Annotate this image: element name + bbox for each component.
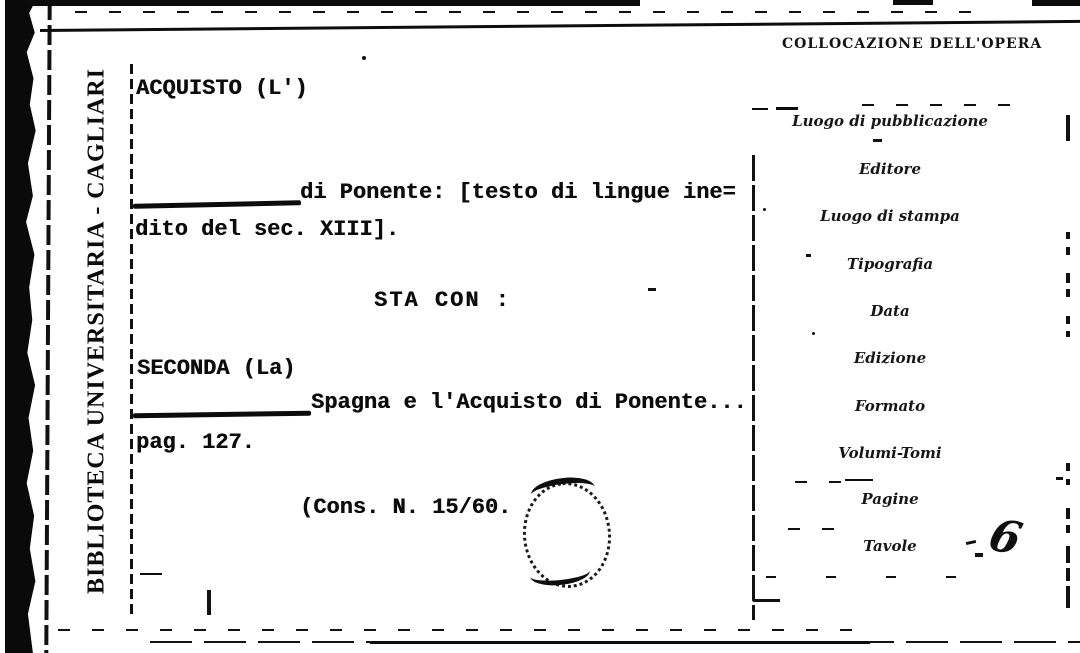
scan-speck bbox=[873, 139, 882, 142]
entry-title-line-2: dito del sec. XIII]. bbox=[135, 217, 400, 242]
right-edge-dash bbox=[1066, 525, 1070, 533]
right-edge-dash bbox=[1066, 115, 1070, 141]
top-border-segment bbox=[893, 0, 933, 5]
scan-speck bbox=[763, 208, 766, 211]
scan-mark bbox=[207, 590, 211, 615]
scan-speck bbox=[806, 254, 811, 257]
field-label-editore: Editore bbox=[859, 160, 921, 178]
field-label-luogo-stampa: Luogo di stampa bbox=[820, 207, 960, 225]
related-title: Spagna e l'Acquisto di Ponente... bbox=[311, 390, 747, 415]
right-edge-dash bbox=[1066, 546, 1070, 563]
bottom-rule-segment bbox=[370, 641, 870, 644]
right-edge-dash bbox=[1066, 232, 1070, 239]
top-border-segment bbox=[1032, 0, 1080, 6]
entry-title-line-1: di Ponente: [testo di lingue ine= bbox=[300, 180, 736, 205]
right-edge-dash bbox=[1066, 331, 1070, 337]
blank-underline bbox=[133, 411, 311, 418]
field-label-edizione: Edizione bbox=[853, 349, 927, 367]
right-edge-dash bbox=[1066, 586, 1070, 608]
collocation-header: COLLOCAZIONE DELL'OPERA bbox=[782, 36, 1043, 52]
related-heading: SECONDA (La) bbox=[137, 356, 296, 381]
field-label-luogo-pubblicazione: Luogo di pubblicazione bbox=[792, 112, 988, 130]
scan-dash bbox=[788, 528, 850, 530]
blank-underline bbox=[133, 200, 301, 209]
scan-dash bbox=[766, 576, 956, 578]
consultation-number: (Cons. N. 15/60. bbox=[300, 495, 512, 520]
collocation-top-dashes bbox=[862, 104, 1024, 106]
scan-speck bbox=[1056, 477, 1063, 480]
entry-left-dotted-rule bbox=[130, 64, 133, 616]
binding-strip bbox=[5, 0, 36, 653]
field-label-data: Data bbox=[870, 302, 910, 320]
scan-dash bbox=[752, 108, 768, 110]
right-edge-dash bbox=[1066, 463, 1070, 471]
page-reference: pag. 127. bbox=[136, 430, 255, 455]
entry-title-heading: ACQUISTO (L') bbox=[136, 76, 308, 101]
field-label-formato: Formato bbox=[854, 397, 926, 415]
bottom-dashed-line bbox=[58, 629, 858, 631]
right-edge-dash bbox=[1066, 508, 1070, 519]
scan-dash bbox=[845, 479, 873, 481]
field-label-tipografia: Tipografia bbox=[846, 255, 934, 273]
right-edge-dash bbox=[1066, 479, 1070, 485]
scan-dash bbox=[795, 481, 853, 483]
right-edge-dash bbox=[1066, 316, 1070, 324]
top-border-segment bbox=[28, 0, 640, 6]
top-rule bbox=[40, 20, 1080, 32]
field-label-volumi-tomi: Volumi-Tomi bbox=[838, 444, 942, 462]
right-edge-dash bbox=[1066, 289, 1070, 297]
right-edge-dash bbox=[1066, 247, 1070, 255]
right-edge-dash bbox=[1066, 273, 1070, 283]
relation-note: STA CON : bbox=[374, 288, 511, 313]
field-label-tavole: Tavole bbox=[863, 537, 917, 555]
top-dashed-line bbox=[75, 11, 975, 13]
collocation-divider-rule bbox=[752, 155, 755, 620]
scan-mark bbox=[140, 573, 162, 575]
scan-speck bbox=[812, 332, 815, 335]
collocation-divider-tick bbox=[753, 599, 780, 602]
scan-speck bbox=[648, 288, 656, 291]
scan-dash bbox=[776, 107, 798, 110]
library-name-vertical bbox=[68, 58, 126, 604]
handwritten-dash bbox=[975, 553, 983, 557]
handwritten-shelfmark: 6 bbox=[983, 510, 1028, 565]
card-left-edge-line bbox=[44, 0, 51, 653]
right-edge-dash bbox=[1066, 568, 1070, 581]
scan-speck bbox=[362, 56, 366, 60]
field-label-pagine: Pagine bbox=[861, 490, 919, 508]
library-name-label: BIBLIOTECA UNIVERSITARIA - CAGLIARI bbox=[83, 67, 110, 595]
